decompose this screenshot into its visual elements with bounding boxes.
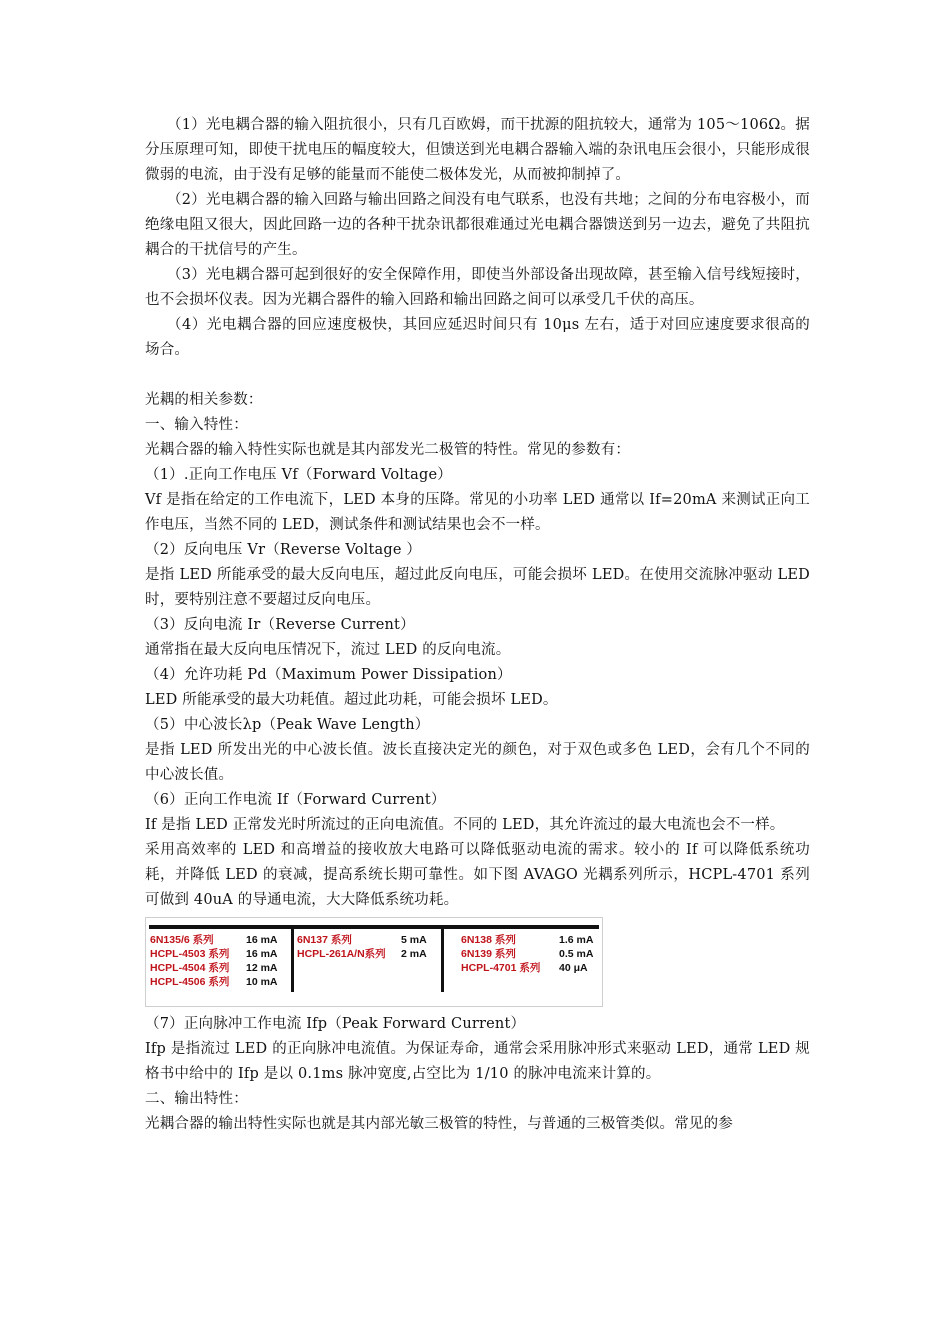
paragraph-1: （1）光电耦合器的输入阻抗很小，只有几百欧姆，而干扰源的阻抗较大，通常为 105～106Ω。据分压原理可知，即使干扰电压的幅度较大，但馈送到光电耦合器输入端的杂讯电压会很小，只能形成很微弱的电流，由于没有足够的能量而不能使二极体发光，从而被抑制掉了。 bbox=[145, 117, 810, 183]
figure-top-rule bbox=[149, 925, 599, 929]
figure-row: HCPL-4503 系列 16 mA bbox=[150, 948, 278, 960]
figure-row: HCPL-4701 系列 40 μA bbox=[461, 962, 588, 974]
vf-title: （1）.正向工作电压 Vf（Forward Voltage） bbox=[145, 467, 452, 483]
avago-optocoupler-figure bbox=[145, 917, 603, 1007]
vr-desc: 是指 LED 所能承受的最大反向电压，超过此反向电压，可能会损坏 LED。在使用交流脉冲驱动 LED 时，要特别注意不要超过反向电压。 bbox=[145, 567, 810, 608]
figure-row: HCPL-261A/N系列 2 mA bbox=[297, 948, 427, 960]
paragraph-2: （2）光电耦合器的输入回路与输出回路之间没有电气联系，也没有共地；之间的分布电容极小，而绝缘电阻又很大，因此回路一边的各种干扰杂讯都很难通过光电耦合器馈送到另一边去，避免了共阻抗耦合的干扰信号的产生。 bbox=[145, 192, 810, 258]
figure-column-3 bbox=[461, 933, 599, 975]
ifp-desc: Ifp 是指流过 LED 的正向脉冲电流值。为保证寿命，通常会采用脉冲形式来驱动 LED，通常 LED 规格书中给中的 Ifp 是以 0.1ms 脉冲宽度,占空比为 1/10 的脉冲电流来计算的。 bbox=[145, 1041, 810, 1082]
section1-title: 一、输入特性： bbox=[145, 417, 248, 433]
figure-column-1 bbox=[150, 933, 286, 989]
paragraph-4: （4）光电耦合器的回应速度极快，其回应延迟时间只有 10μs 左右，适于对回应速度要求很高的场合。 bbox=[145, 317, 810, 358]
if-title: （6）正向工作电流 If（Forward Current） bbox=[145, 792, 446, 808]
pd-title: （4）允许功耗 Pd（Maximum Power Dissipation） bbox=[145, 667, 512, 683]
ifp-title: （7）正向脉冲工作电流 Ifp（Peak Forward Current） bbox=[145, 1016, 526, 1032]
figure-row: HCPL-4506 系列 10 mA bbox=[150, 976, 278, 988]
figure-row: 6N135/6 系列 16 mA bbox=[150, 934, 278, 946]
pd-desc: LED 所能承受的最大功耗值。超过此功耗，可能会损坏 LED。 bbox=[145, 692, 558, 708]
section2-intro: 光耦合器的输出特性实际也就是其内部光敏三极管的特性，与普通的三极管类似。常见的参 bbox=[145, 1116, 733, 1132]
figure-row: 6N137 系列 5 mA bbox=[297, 934, 427, 946]
ir-title: （3）反向电流 Ir（Reverse Current） bbox=[145, 617, 415, 633]
lp-title: （5）中心波长λp（Peak Wave Length） bbox=[145, 717, 430, 733]
figure-row: 6N138 系列 1.6 mA bbox=[461, 934, 594, 946]
section1-intro: 光耦合器的输入特性实际也就是其内部发光二极管的特性。常见的参数有： bbox=[145, 442, 631, 458]
if-desc: If 是指 LED 正常发光时所流过的正向电流值。不同的 LED，其允许流过的最大电流也会不一样。 bbox=[145, 817, 785, 833]
figure-row: 6N139 系列 0.5 mA bbox=[461, 948, 594, 960]
if-desc-2: 采用高效率的 LED 和高增益的接收放大电路可以降低驱动电流的需求。较小的 If 可以降低系统功耗，并降低 LED 的衰减，提高系统长期可靠性。如下图 AVAGO 光耦系列所示，HCPL-4701 系列可做到 40uA 的导通电流，大大降低系统功耗。 bbox=[145, 842, 810, 908]
figure-divider-1 bbox=[291, 929, 294, 992]
params-title: 光耦的相关参数： bbox=[145, 392, 263, 408]
section2-title: 二、输出特性： bbox=[145, 1091, 248, 1107]
figure-divider-2 bbox=[441, 929, 444, 992]
paragraph-3: （3）光电耦合器可起到很好的安全保障作用，即使当外部设备出现故障，甚至输入信号线短接时，也不会损坏仪表。因为光耦合器件的输入回路和输出回路之间可以承受几千伏的高压。 bbox=[145, 267, 810, 308]
ir-desc: 通常指在最大反向电压情况下，流过 LED 的反向电流。 bbox=[145, 642, 511, 658]
spacer bbox=[145, 363, 810, 388]
vr-title: （2）反向电压 Vr（Reverse Voltage ） bbox=[145, 542, 422, 558]
figure-row: HCPL-4504 系列 12 mA bbox=[150, 962, 278, 974]
lp-desc: 是指 LED 所发出光的中心波长值。波长直接决定光的颜色，对于双色或多色 LED，会有几个不同的中心波长值。 bbox=[145, 742, 810, 783]
document-page bbox=[145, 113, 810, 1137]
figure-column-2 bbox=[297, 933, 437, 961]
vf-desc: Vf 是指在给定的工作电流下，LED 本身的压降。常见的小功率 LED 通常以 If=20mA 来测试正向工作电压，当然不同的 LED，测试条件和测试结果也会不一样。 bbox=[145, 492, 810, 533]
